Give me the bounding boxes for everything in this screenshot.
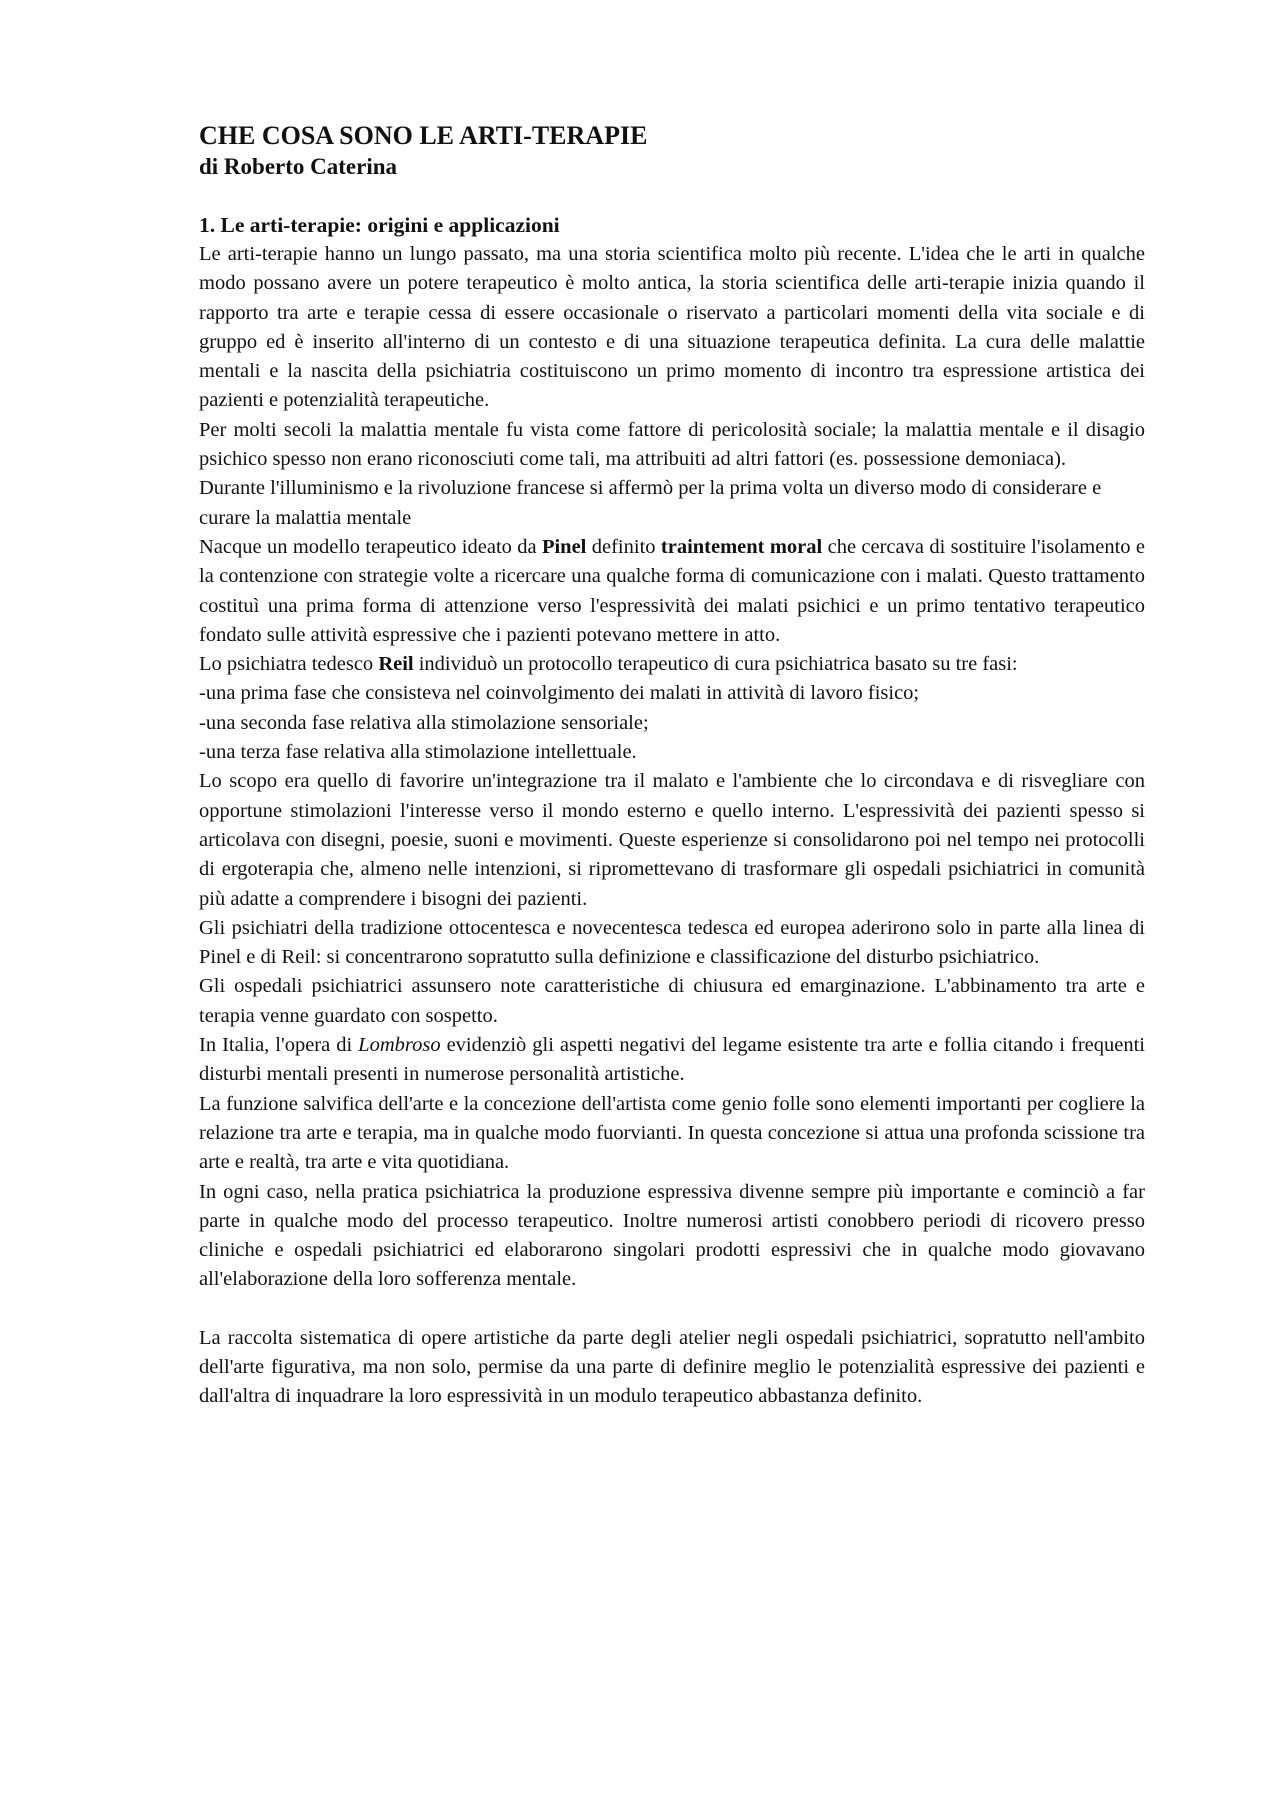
list-item: -una prima fase che consisteva nel coinvolgimento dei malati in attività di lavoro fisico; [199,682,920,705]
paragraph-4-text-a: Nacque un modello terapeutico ideato da [199,535,542,558]
paragraph-spacer [199,1295,1145,1324]
document-page [199,120,1145,1412]
paragraph-11: In ogni caso, nella pratica psichiatrica la produzione espressiva divenne sempre più importante e cominciò a far parte in qualche modo del processo terapeutico. Inoltre numerosi artisti conobbero periodi di ricovero presso cliniche e ospedali psichiatrici ed elaborarono singolari prodotti espressivi che in qualche modo giovavano all'elaborazione della loro sofferenza mentale. [199,1180,1145,1291]
paragraph-9-text-a: In Italia, l'opera di [199,1034,359,1057]
paragraph-4-text-c: definito [586,535,661,558]
document-title: CHE COSA SONO LE ARTI-TERAPIE [199,121,648,150]
lombroso-italic: Lombroso [358,1034,441,1057]
paragraph-8: Gli ospedali psichiatrici assunsero note caratteristiche di chiusura ed emarginazione. L'abbinamento tra arte e terapia venne guardato con sospetto. [199,975,1145,1027]
paragraph-4-text-d: che cercava di sostituire l'isolamento e la contenzione con strategie volte a ricercare una qualche forma di comunicazione con i malati. Questo trattamento costituì una prima forma di attenzione verso l'espressività dei malati psichici e un primo tentativo terapeutico fondato sulle attività espressive che i pazienti potevano mettere in atto. [199,535,1145,646]
paragraph-1: Le arti-terapie hanno un lungo passato, ma una storia scientifica molto più recente. L'idea che le arti in qualche modo possano avere un potere terapeutico è molto antica, la storia scientifica delle arti-terapie inizia quando il rapporto tra arte e terapie cessa di essere occasionale o riservato a particolari momenti della vita sociale e di gruppo ed è inserito all'interno di un contesto e di una situazione terapeutica definita. La cura delle malattie mentali e la nascita della psichiatria costituiscono un primo momento di incontro tra espressione artistica dei pazienti e potenzialità terapeutiche. [199,243,1145,412]
section-heading: 1. Le arti-terapie: origini e applicazioni [199,213,560,237]
paragraph-5-text-c: individuò un protocollo terapeutico di cura psichiatrica basato su tre fasi: [413,653,1018,676]
paragraph-3: Durante l'illuminismo e la rivoluzione francese si affermò per la prima volta un diverso modo di considerare e curare la malattia mentale [199,477,1102,529]
traintement-moral-bold: traintement moral [660,535,823,558]
paragraph-5 [199,650,1145,679]
paragraph-10: La funzione salvifica dell'arte e la concezione dell'artista come genio folle sono elementi importanti per cogliere la relazione tra arte e terapia, ma in qualche modo fuorvianti. In questa concezione si attua una profonda scissione tra arte e realtà, tra arte e vita quotidiana. [199,1092,1145,1174]
paragraph-9-text-c: evidenziò gli aspetti negativi del legame esistente tra arte e follia citando i frequenti disturbi mentali presenti in numerose personalità artistiche. [199,1034,1145,1086]
list-item: -una terza fase relativa alla stimolazione intellettuale. [199,741,637,764]
paragraph-7: Gli psichiatri della tradizione ottocentesca e novecentesca tedesca ed europea aderirono solo in parte alla linea di Pinel e di Reil: si concentrarono sopratutto sulla definizione e classificazione del disturbo psichiatrico. [199,916,1145,969]
pinel-bold: Pinel [541,535,587,558]
list-item: -una seconda fase relativa alla stimolazione sensoriale; [199,711,649,734]
document-author: di Roberto Caterina [199,154,398,179]
paragraph-2: Per molti secoli la malattia mentale fu vista come fattore di pericolosità sociale; la malattia mentale e il disagio psichico spesso non erano riconosciuti come tali, ma attribuiti ad altri fattori (es. possessione demoniaca). [199,418,1145,471]
paragraph-5-text-a: Lo psichiatra tedesco [199,653,379,676]
reil-bold: Reil [378,653,414,676]
paragraph-9 [199,1031,1145,1090]
paragraph-4 [199,533,1145,650]
paragraph-12: La raccolta sistematica di opere artistiche da parte degli atelier negli ospedali psichiatrici, sopratutto nell'ambito dell'arte figurativa, ma non solo, permise da una parte di definire meglio le potenzialità espressive dei pazienti e dall'altra di inquadrare la loro espressività in un modulo terapeutico abbastanza definito. [199,1326,1145,1408]
paragraph-6: Lo scopo era quello di favorire un'integrazione tra il malato e l'ambiente che lo circondava e di risvegliare con opportune stimolazioni l'interesse verso il mondo esterno e quello interno. L'espressività dei pazienti spesso si articolava con disegni, poesie, suoni e movimenti. Queste esperienze si consolidarono poi nel tempo nei protocolli di ergoterapia che, almeno nelle intenzioni, si ripromettevano di trasformare gli ospedali psichiatrici in comunità più adatte a comprendere i bisogni dei pazienti. [199,770,1145,910]
